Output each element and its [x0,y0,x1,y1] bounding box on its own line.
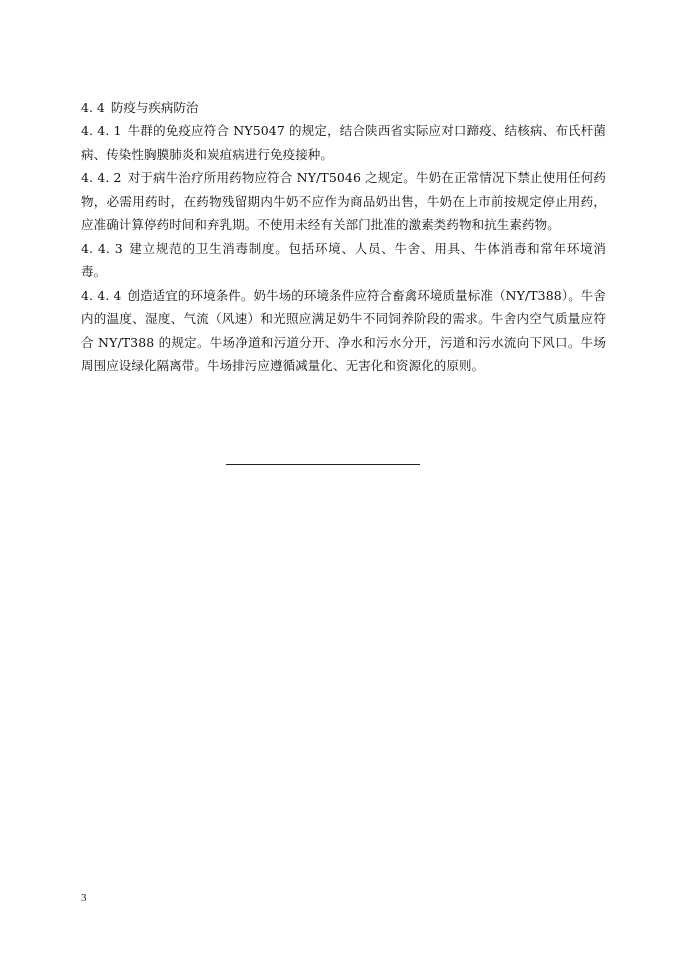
clause-4-4-1 [81,119,606,166]
clause-number: 4. 4. 2 [81,170,122,185]
clause-text: 建立规范的卫生消毒制度。包括环境、人员、牛舍、用具、牛体消毒和常年环境消毒。 [81,240,606,279]
clause-4-4-3 [81,237,606,284]
clause-number: 4. 4. 4 [81,287,122,303]
clause-text: 创造适宜的环境条件。奶牛场的环境条件应符合畜禽环境质量标准（NY/T388）。牛舍内的温度、湿度、气流（风速）和光照应满足奶牛不同饲养阶段的需求。牛舍内空气质量应符合 NY/T388 的规定。牛场净道和污道分开、净水和污水分开，污道和污水流向下风口。牛场周围应设绿化隔离带。牛场排污应遵循减量化、无害化和资源化的原则。 [81,287,607,373]
clause-text: 对于病牛治疗所用药物应符合 NY/T5046 之规定。牛奶在正常情况下禁止使用任何药物，必需用药时，在药物残留期内牛奶不应作为商品奶出售，牛奶在上市前按规定停止用药，应准确计算停药时间和弃乳期。不使用未经有关部门批准的激素类药物和抗生素药物。 [81,170,607,232]
clause-number: 4. 4. 3 [81,240,123,256]
section-title: 防疫与疾病防治 [110,100,199,115]
page-number: 3 [81,892,87,904]
section-number: 4. 4 [81,100,105,115]
end-rule-divider [226,464,420,465]
document-body [81,96,606,378]
section-heading [81,96,606,119]
clause-4-4-2 [81,166,606,237]
clause-4-4-4 [81,284,606,378]
clause-number: 4. 4. 1 [81,123,122,138]
clause-text: 牛群的免疫应符合 NY5047 的规定，结合陕西省实际应对口蹄疫、结核病、布氏杆菌病、传染性胸膜肺炎和炭疽病进行免疫接种。 [81,123,606,162]
